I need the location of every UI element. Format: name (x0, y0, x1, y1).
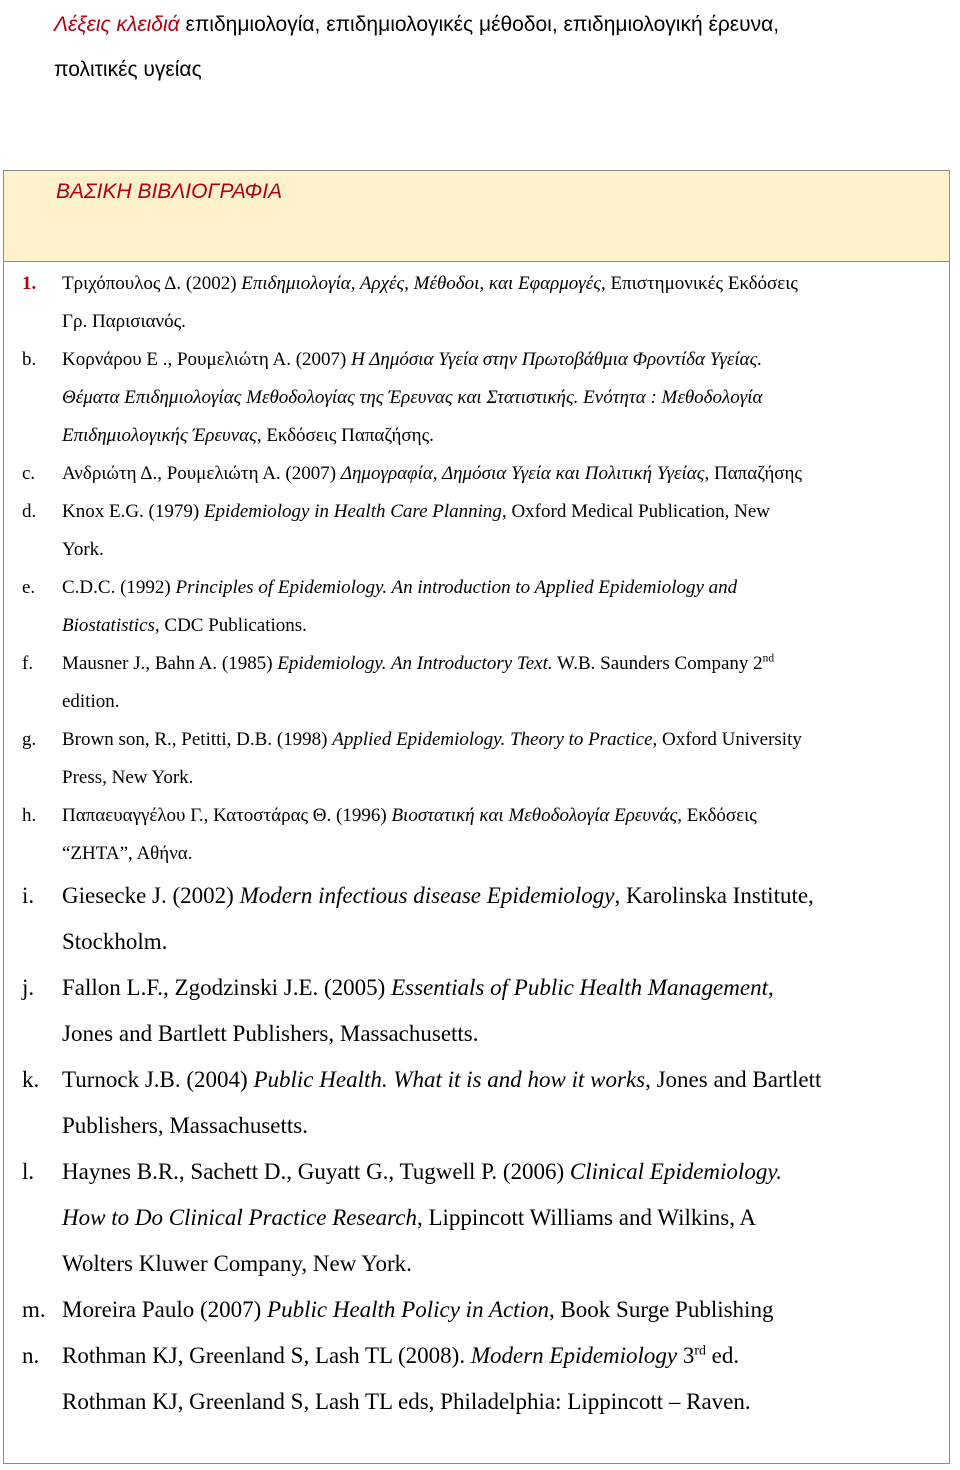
reference-text (62, 1287, 934, 1333)
reference-title-cont: Biostatistics (62, 615, 155, 636)
reference-text (62, 265, 934, 341)
reference-authors: Κορνάρου Ε ., Ρουμελιώτη Α. (2007) (62, 349, 352, 370)
reference-punct: , (767, 975, 774, 1000)
reference-marker: k. (22, 1067, 40, 1092)
reference-authors: Fallon L.F., Zgodzinski J.E. (2005) (62, 975, 392, 1000)
reference-marker: l. (22, 1159, 35, 1184)
reference-authors: Turnock J.B. (2004) (62, 1067, 254, 1092)
ordinal-suffix: nd (762, 652, 775, 665)
keywords-text-line2: πολιτικές υγείας (54, 58, 202, 81)
reference-marker: e. (22, 577, 36, 598)
reference-publisher-cont: Publishers, Massachusetts. (62, 1113, 308, 1138)
reference-authors: Rothman KJ, Greenland S, Lash TL (2008). (62, 1343, 471, 1368)
reference-publisher: , Karolinska Institute, (614, 883, 814, 908)
reference-marker: m. (22, 1297, 46, 1322)
reference-publisher-cont: Press, New York. (62, 767, 194, 788)
reference-title: Applied Epidemiology. Theory to Practice (332, 729, 653, 750)
reference-authors: Τριχόπουλος Δ. (2002) (62, 273, 242, 294)
reference-marker: 1. (22, 273, 37, 294)
reference-authors: Haynes B.R., Sachett D., Guyatt G., Tugwell P. (2006) (62, 1159, 570, 1184)
reference-marker: d. (22, 501, 37, 522)
keywords-paragraph (54, 2, 944, 92)
reference-marker: f. (22, 653, 34, 674)
reference-publisher: Book Surge Publishing (554, 1297, 774, 1322)
reference-title: Βιοστατική και Μεθοδολογία Ερευνάς (391, 805, 678, 826)
reference-publisher: , Oxford University (652, 729, 802, 750)
reference-text (62, 1057, 934, 1149)
reference-marker: h. (22, 805, 37, 826)
keywords-text-line1: επιδημιολογία, επιδημιολογικές μέθοδοι, επιδημιολογική έρευνα, (179, 13, 780, 36)
reference-authors: Moreira Paulo (2007) (62, 1297, 268, 1322)
reference-publisher-cont: York. (62, 539, 104, 560)
reference-title: Principles of Epidemiology. An introduction to Applied Epidemiology and (175, 577, 738, 598)
bibliography-title: ΒΑΣΙΚΗ ΒΙΒΛΙΟΓΡΑΦΙΑ (56, 180, 283, 203)
reference-text (62, 721, 934, 797)
reference-text (62, 965, 934, 1057)
reference-title: Public Health. What it is and how it works (253, 1067, 646, 1092)
reference-publisher: , Επιστημονικές Εκδόσεις (600, 273, 798, 294)
reference-publisher: Oxford Medical Publication, New (506, 501, 770, 522)
reference-publisher-cont: edition. (62, 691, 120, 712)
reference-publisher: Παπαζήσης (709, 463, 802, 484)
reference-marker: g. (22, 729, 37, 750)
reference-text (62, 341, 934, 455)
reference-text (62, 797, 934, 873)
reference-title-cont: Επιδημιολογικής Έρευνας (62, 425, 257, 446)
reference-title: Modern infectious disease Epidemiology (239, 883, 615, 908)
reference-title: Modern Epidemiology (470, 1343, 678, 1368)
bibliography-box (3, 170, 950, 1464)
reference-publisher: , Εκδόσεις Παπαζήσης. (256, 425, 434, 446)
reference-title: Επιδημιολογία, Αρχές, Μέθοδοι, και Εφαρμογές (241, 273, 601, 294)
reference-authors: Giesecke J. (2002) (62, 883, 240, 908)
reference-title: Η Δημόσια Υγεία στην Πρωτοβάθμια Φροντίδα Υγείας. (351, 349, 763, 370)
reference-title: Epidemiology. An Introductory Text. (277, 653, 553, 674)
reference-authors: Brown son, R., Petitti, D.B. (1998) (62, 729, 333, 750)
reference-publisher: Jones and Bartlett Publishers, Massachusetts. (62, 1021, 479, 1046)
reference-edition: 3 (677, 1343, 695, 1368)
reference-title-cont: Θέματα Επιδημιολογίας Μεθοδολογίας της Έρευνας και Στατιστικής. Ενότητα : Μεθοδολογία (62, 387, 763, 408)
reference-text (62, 645, 934, 721)
reference-marker: j. (22, 975, 35, 1000)
reference-publisher: W.B. Saunders Company 2 (552, 653, 763, 674)
reference-publisher: , Εκδόσεις (677, 805, 757, 826)
reference-authors: Knox E.G. (1979) (62, 501, 204, 522)
reference-publisher-cont: Γρ. Παρισιανός. (62, 311, 186, 332)
reference-marker: n. (22, 1343, 40, 1368)
reference-authors: Mausner J., Bahn A. (1985) (62, 653, 278, 674)
reference-text (62, 569, 934, 645)
reference-edition-suffix: ed. (705, 1343, 740, 1368)
reference-authors: Παπαευαγγέλου Γ., Κατοστάρας Θ. (1996) (62, 805, 392, 826)
reference-publisher: , CDC Publications. (154, 615, 307, 636)
reference-marker: b. (22, 349, 37, 370)
reference-publisher: , Lippincott Williams and Wilkins, A (416, 1205, 757, 1230)
reference-title: Essentials of Public Health Management (391, 975, 768, 1000)
reference-text (62, 493, 934, 569)
keywords-label: Λέξεις κλειδιά (54, 13, 180, 36)
reference-publisher-cont: Wolters Kluwer Company, New York. (62, 1251, 412, 1276)
reference-publisher: , Jones and Bartlett (645, 1067, 822, 1092)
reference-text (62, 1149, 934, 1287)
reference-title-cont: How to Do Clinical Practice Research (62, 1205, 417, 1230)
reference-text (62, 455, 934, 493)
reference-title: Clinical Epidemiology. (569, 1159, 783, 1184)
reference-title: Δημογραφία, Δημόσια Υγεία και Πολιτική Υγείας, (340, 463, 710, 484)
reference-text (62, 873, 934, 965)
reference-marker: c. (22, 463, 36, 484)
reference-publisher-cont: “ΖΗΤΑ”, Αθήνα. (62, 843, 193, 864)
reference-authors: C.D.C. (1992) (62, 577, 176, 598)
reference-publisher: Rothman KJ, Greenland S, Lash TL eds, Philadelphia: Lippincott – Raven. (62, 1389, 751, 1414)
reference-authors: Ανδριώτη Δ., Ρουμελιώτη Α. (2007) (62, 463, 341, 484)
reference-text (62, 1333, 934, 1425)
reference-title: Public Health Policy in Action, (267, 1297, 555, 1322)
reference-title: Epidemiology in Health Care Planning, (203, 501, 507, 522)
bibliography-header (4, 171, 949, 262)
reference-publisher-cont: Stockholm. (62, 929, 168, 954)
ordinal-suffix: rd (694, 1342, 706, 1358)
reference-marker: i. (22, 883, 35, 908)
